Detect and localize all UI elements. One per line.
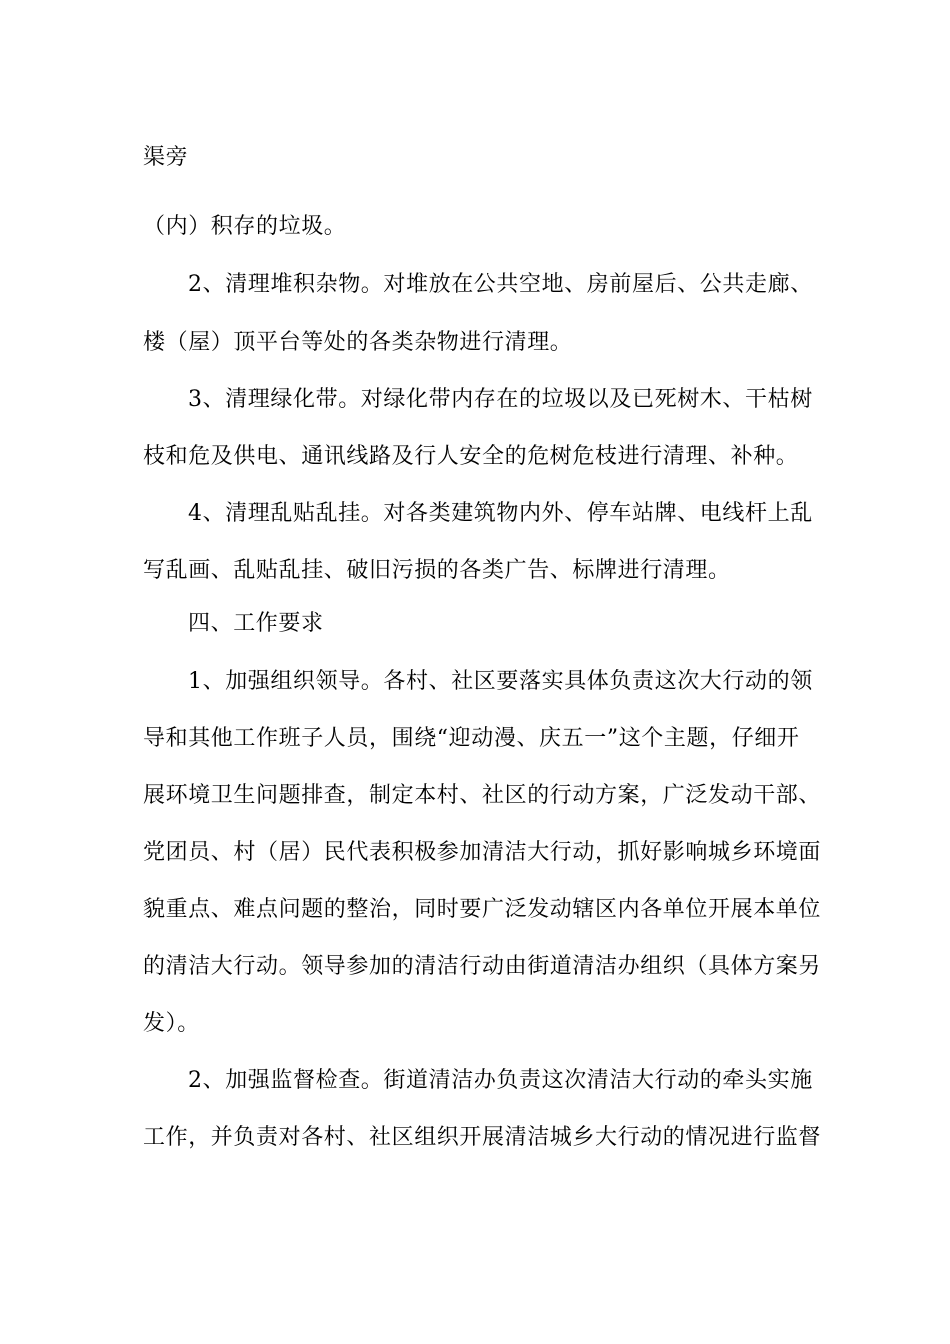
text-line-11: 导和其他工作班子人员，围绕“迎动漫、庆五一”这个主题，仔细开: [143, 726, 800, 751]
text-line-2: （内）积存的垃圾。: [143, 214, 347, 239]
text-line-17: 2、加强监督检查。街道清洁办负责这次清洁大行动的牵头实施: [188, 1068, 813, 1093]
text-line-16: 发）。: [143, 1011, 200, 1036]
text-line-7: 4、清理乱贴乱挂。对各类建筑物内外、停车站牌、电线杆上乱: [188, 501, 813, 526]
text-line-15: 的清洁大行动。领导参加的清洁行动由街道清洁办组织（具体方案另: [143, 954, 822, 979]
text-line-12: 展环境卫生问题排查，制定本村、社区的行动方案，广泛发动干部、: [143, 783, 822, 808]
text-line-14: 貌重点、难点问题的整治，同时要广泛发动辖区内各单位开展本单位: [143, 897, 822, 922]
text-line-10: 1、加强组织领导。各村、社区要落实具体负责这次大行动的领: [188, 669, 813, 694]
section-heading: 四、工作要求: [188, 611, 324, 636]
text-line-5: 3、清理绿化带。对绿化带内存在的垃圾以及已死树木、干枯树: [188, 387, 813, 412]
text-line-4: 楼（屋）顶平台等处的各类杂物进行清理。: [143, 330, 573, 355]
text-line-3: 2、清理堆积杂物。对堆放在公共空地、房前屋后、公共走廊、: [188, 272, 813, 297]
text-line-6: 枝和危及供电、通讯线路及行人安全的危树危枝进行清理、补种。: [143, 444, 799, 469]
text-line-18: 工作，并负责对各村、社区组织开展清洁城乡大行动的情况进行监督: [143, 1125, 822, 1150]
text-line-13: 党团员、村（居）民代表积极参加清洁大行动，抓好影响城乡环境面: [143, 840, 822, 865]
text-line-1: 渠旁: [143, 145, 189, 170]
text-line-8: 写乱画、乱贴乱挂、破旧污损的各类广告、标牌进行清理。: [143, 558, 731, 583]
